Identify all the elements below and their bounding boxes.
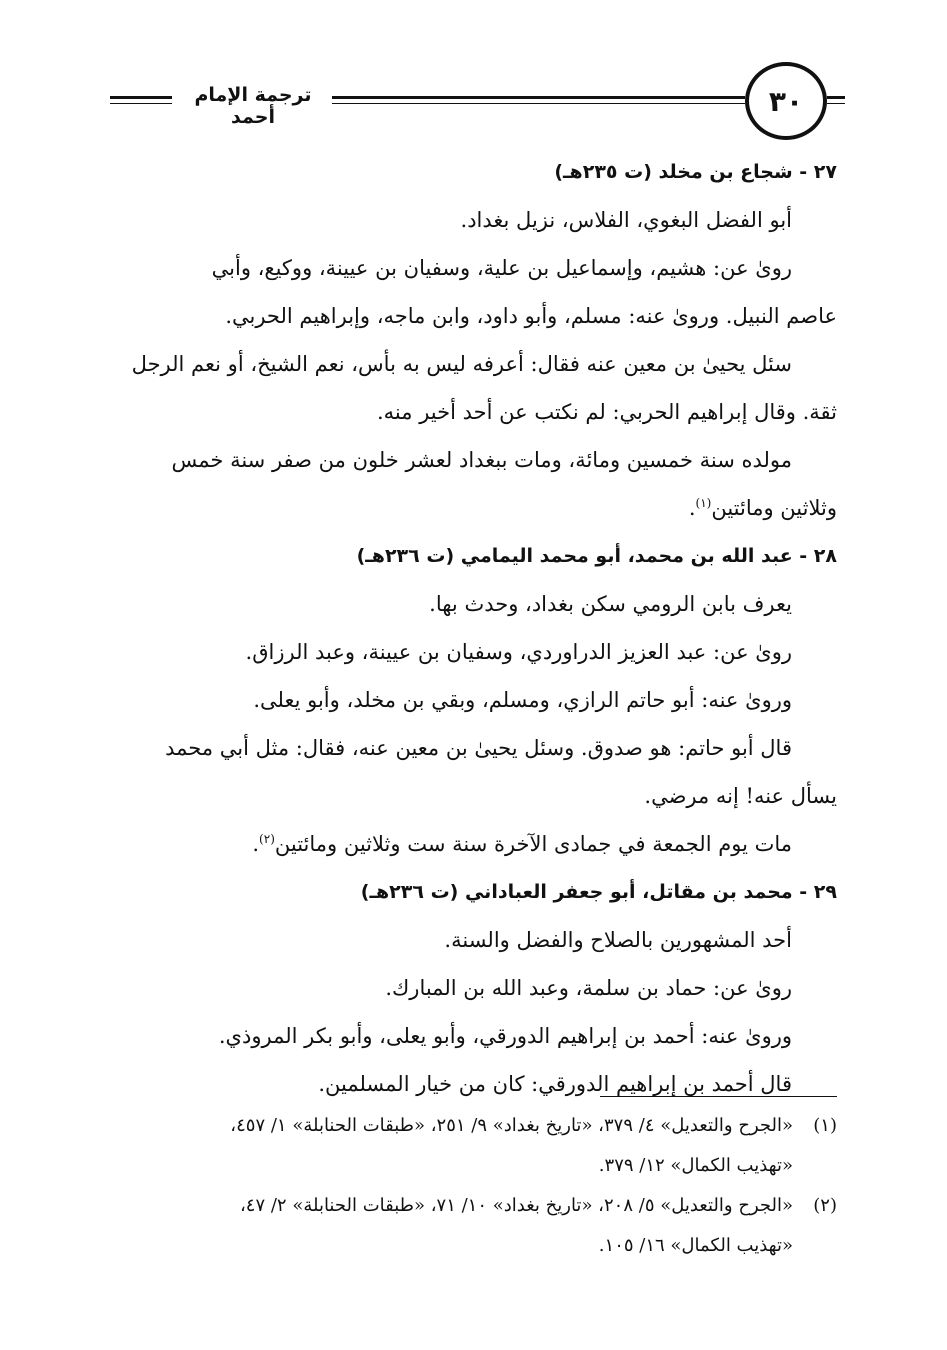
text-line: يسأل عنه! إنه مرضي. [644,784,837,808]
page-number: ٣٠ [745,62,827,140]
text-span: وثلاثين ومائتين [711,496,837,520]
footnote-ref[interactable]: (٢) [259,832,275,846]
footnote-line: «تهذيب الكمال» ١٢/ ٣٧٩. [598,1155,793,1176]
entry-heading: ٢٨ - عبد الله بن محمد، أبو محمد اليمامي (ت ٢٣٦هـ) [356,545,837,567]
text-line: عاصم النبيل. وروىٰ عنه: مسلم، وأبو داود، وابن ماجه، وإبراهيم الحربي. [225,304,837,328]
footnotes [112,1106,837,1266]
text-line: يعرف بابن الرومي سكن بغداد، وحدث بها. [429,592,792,616]
footnote-line: «تهذيب الكمال» ١٦/ ١٠٥. [598,1235,793,1256]
footnote-number: (٢) [813,1195,837,1216]
text-line: أحد المشهورين بالصلاح والفضل والسنة. [444,928,792,952]
footnote-separator [600,1096,837,1097]
footnote-line [112,1106,837,1146]
text-line: روىٰ عن: عبد العزيز الدراوردي، وسفيان بن عيينة، وعبد الرزاق. [245,640,792,664]
entry-heading: ٢٧ - شجاع بن مخلد (ت ٢٣٥هـ) [554,161,837,183]
header-rule-left [110,96,172,104]
text-line: قال أحمد بن إبراهيم الدورقي: كان من خيار المسلمين. [318,1072,792,1096]
text-span: مات يوم الجمعة في جمادى الآخرة سنة ست وثلاثين ومائتين [274,832,792,856]
text-line: قال أبو حاتم: هو صدوق. وسئل يحيىٰ بن معين عنه، فقال: مثل أبي محمد [165,736,792,760]
text-line: مات يوم الجمعة في جمادى الآخرة سنة ست وثلاثين ومائتين$^{(٢)}$. [252,832,792,856]
main-text [112,148,837,1108]
footnote-text: «الجرح والتعديل» ٥/ ٢٠٨، «تاريخ بغداد» ١٠/ ٧١، «طبقات الحنابلة» ٢/ ٤٧، [239,1195,793,1216]
text-line: روىٰ عن: هشيم، وإسماعيل بن علية، وسفيان بن عيينة، ووكيع، وأبي [211,256,792,280]
running-title: ترجمة الإمام أحمد [194,84,312,128]
text-line: وروىٰ عنه: أحمد بن إبراهيم الدورقي، وأبو يعلى، وأبو بكر المروذي. [218,1024,792,1048]
footnote-line [112,1186,837,1226]
text-line: مولده سنة خمسين ومائة، ومات ببغداد لعشر خلون من صفر سنة خمس [171,448,792,472]
text-line: أبو الفضل البغوي، الفلاس، نزيل بغداد. [460,208,792,232]
text-line: ثقة. وقال إبراهيم الحربي: لم نكتب عن أحد أخير منه. [377,400,837,424]
text-line: وروىٰ عنه: أبو حاتم الرازي، ومسلم، وبقي بن مخلد، وأبو يعلى. [253,688,792,712]
text-line: روىٰ عن: حماد بن سلمة، وعبد الله بن المبارك. [385,976,792,1000]
footnote-number: (١) [813,1115,837,1136]
header-rule-right [827,96,845,104]
entry-heading: ٢٩ - محمد بن مقاتل، أبو جعفر العباداني (ت ٢٣٦هـ) [360,881,837,903]
header-rule-middle [332,96,745,104]
text-line: وثلاثين ومائتين$^{(١)}$. [688,496,837,520]
footnote-ref[interactable]: (١) [695,496,712,510]
text-line: سئل يحيىٰ بن معين عنه فقال: أعرفه ليس به بأس، نعم الشيخ، أو نعم الرجل [131,352,792,376]
page-header [110,62,845,142]
footnote-text: «الجرح والتعديل» ٤/ ٣٧٩، «تاريخ بغداد» ٩/ ٢٥١، «طبقات الحنابلة» ١/ ٤٥٧، [230,1115,793,1136]
